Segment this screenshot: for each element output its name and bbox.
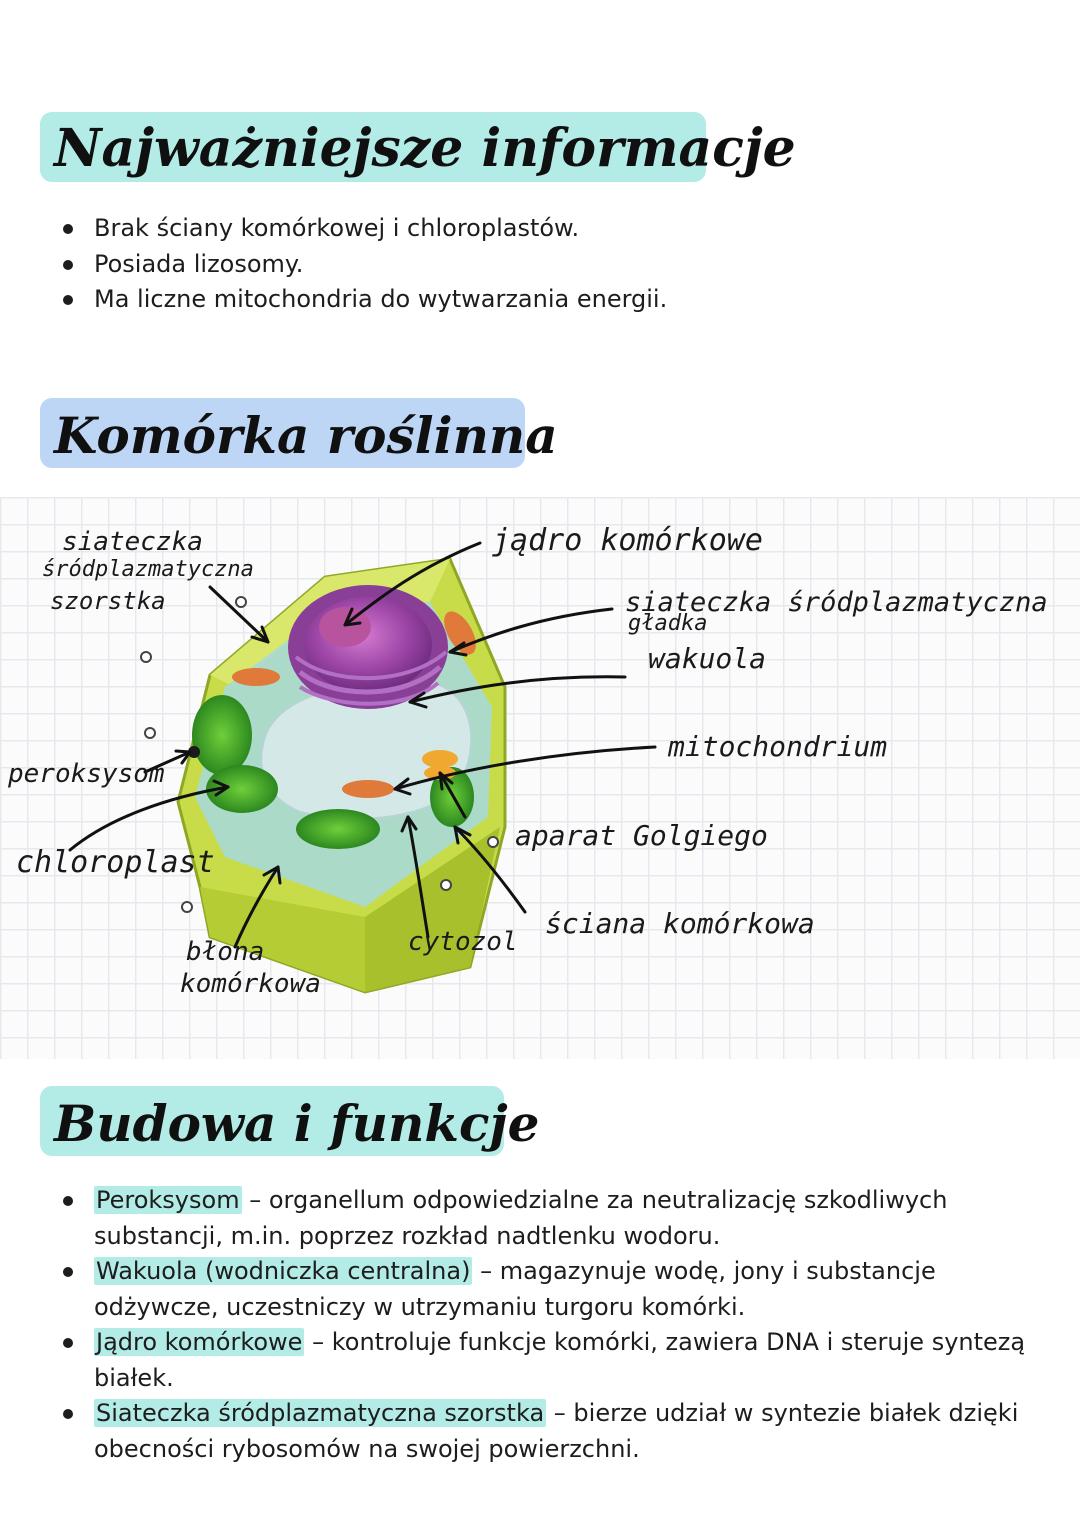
term-peroxisome: Peroksysom bbox=[96, 1186, 240, 1214]
label-golgi: aparat Golgiego bbox=[515, 819, 768, 852]
label-peroxisome: peroksysom bbox=[8, 759, 165, 789]
list-item bbox=[40, 1183, 1030, 1254]
label-smooth-er-1: siateczka śródplazmatyczna bbox=[625, 587, 1048, 618]
definition: – magazynuje wodę, jony i substancje odżywcze, uczestniczy w utrzymaniu turgoru komórki. bbox=[94, 1257, 936, 1321]
label-membrane-2: komórkowa bbox=[180, 969, 321, 999]
heading-structure-functions: Budowa i funkcje bbox=[40, 1086, 504, 1156]
list-item: Posiada lizosomy. bbox=[40, 247, 940, 283]
list-item: Ma liczne mitochondria do wytwarzania energii. bbox=[40, 282, 940, 318]
list-item bbox=[40, 1396, 1030, 1467]
label-smooth-er-2: gładka bbox=[628, 611, 708, 636]
definition: – bierze udział w syntezie białek dzięki obecności rybosomów na swojej powierzchni. bbox=[94, 1399, 1019, 1463]
label-cell-wall: ściana komórkowa bbox=[545, 907, 815, 940]
label-nucleus: jądro komórkowe bbox=[492, 523, 763, 558]
label-cytosol: cytozol bbox=[408, 927, 518, 957]
list-item bbox=[40, 1325, 1030, 1396]
label-rough-er-3: szorstka bbox=[50, 587, 166, 615]
list-item: Brak ściany komórkowej i chloroplastów. bbox=[40, 211, 940, 247]
info-list bbox=[40, 211, 940, 318]
label-chloroplast: chloroplast bbox=[16, 845, 215, 880]
list-item bbox=[40, 1254, 1030, 1325]
label-mitochondrium: mitochondrium bbox=[668, 730, 888, 763]
label-membrane-1: błona bbox=[186, 937, 265, 967]
functions-list bbox=[40, 1183, 1030, 1467]
plant-cell-diagram bbox=[0, 497, 1080, 1059]
nucleus-shape bbox=[288, 585, 448, 709]
label-rough-er-2: śródplazmatyczna bbox=[42, 557, 254, 582]
heading-main-info: Najważniejsze informacje bbox=[40, 112, 706, 182]
term-rough-er: Siateczka śródplazmatyczna szorstka bbox=[96, 1399, 545, 1427]
definition: – organellum odpowiedzialne za neutralizację szkodliwych substancji, m.in. poprzez rozkład nadtlenku wodoru. bbox=[94, 1186, 948, 1250]
term-vacuole: Wakuola (wodniczka centralna) bbox=[96, 1257, 471, 1285]
heading-plant-cell: Komórka roślinna bbox=[40, 398, 525, 468]
term-nucleus: Jądro komórkowe bbox=[96, 1328, 303, 1356]
label-vacuole: wakuola bbox=[648, 642, 767, 675]
label-rough-er-1: siateczka bbox=[62, 527, 203, 557]
definition: – kontroluje funkcje komórki, zawiera DNA i steruje syntezą białek. bbox=[94, 1328, 1026, 1392]
